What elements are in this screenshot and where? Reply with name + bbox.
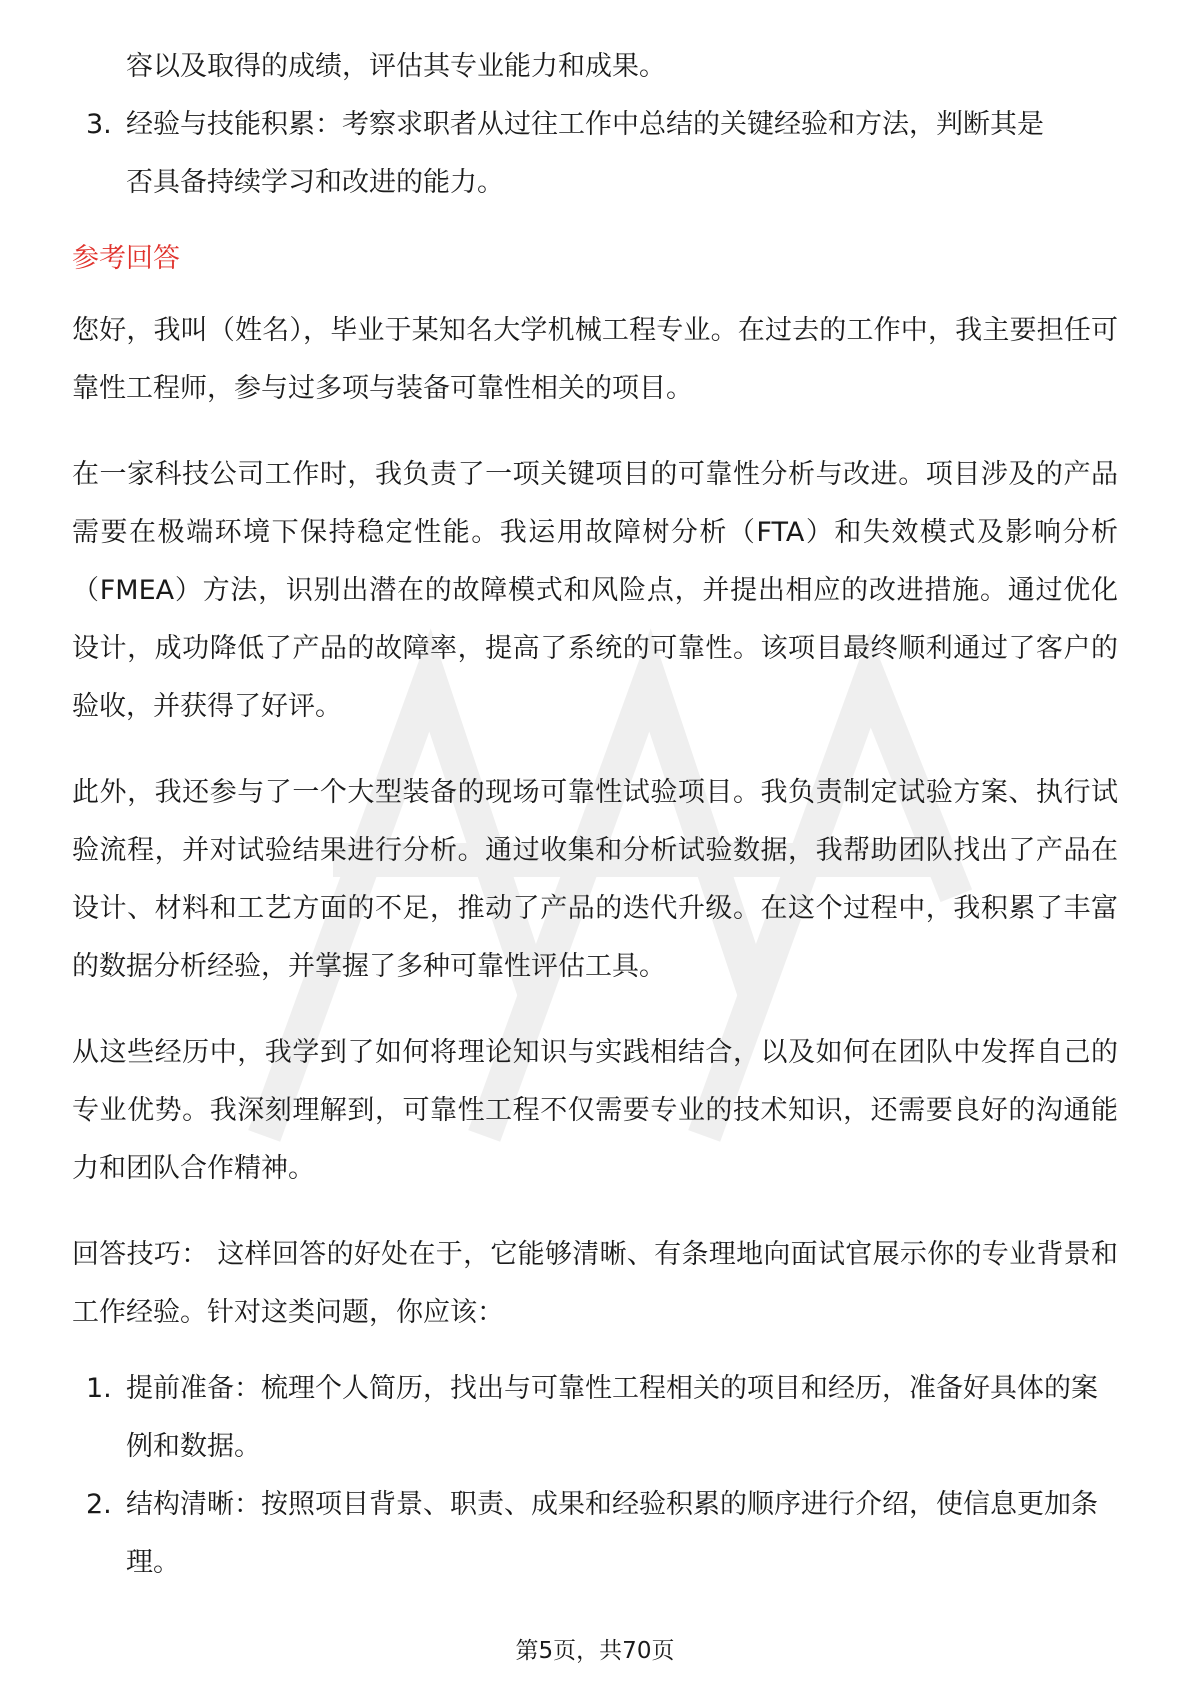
list-item [72,96,1118,212]
answer-paragraph-2: 在一家科技公司工作时，我负责了一项关键项目的可靠性分析与改进。项目涉及的产品需要在极端环境下保持稳定性能。我运用故障树分析（FTA）和失效模式及影响分析（FMEA）方法，识别出潜在的故障模式和风险点，并提出相应的改进措施。通过优化设计，成功降低了产品的故障率，提高了系统的可靠性。该项目最终顺利通过了客户的验收，并获得了好评。 [72,459,1118,722]
list-number: 2. [86,1489,112,1520]
list-number: 1. [86,1373,112,1404]
list-item-text: 结构清晰：按照项目背景、职责、成果和经验积累的顺序进行介绍，使信息更加条理。 [126,1489,1098,1578]
list-item-text: 经验与技能积累：考察求职者从过往工作中总结的关键经验和方法，判断其是 [126,109,1044,140]
list-item [72,1476,1118,1592]
list-item [72,1360,1118,1476]
list-number: 3. [86,109,112,140]
list-item-text-continued: 否具备持续学习和改进的能力。 [126,167,504,198]
list-item-continuation: 容以及取得的成绩，评估其专业能力和成果。 [126,51,666,82]
list-item-text: 提前准备：梳理个人简历，找出与可靠性工程相关的项目和经历，准备好具体的案例和数据。 [126,1373,1098,1462]
answer-paragraph-4: 从这些经历中，我学到了如何将理论知识与实践相结合，以及如何在团队中发挥自己的专业优势。我深刻理解到，可靠性工程不仅需要专业的技术知识，还需要良好的沟通能力和团队合作精神。 [72,1037,1118,1184]
section-heading: 参考回答 [72,243,180,274]
answer-paragraph-1: 您好，我叫（姓名），毕业于某知名大学机械工程专业。在过去的工作中，我主要担任可靠性工程师，参与过多项与装备可靠性相关的项目。 [72,315,1118,404]
document-content [72,38,1118,1592]
page-number-footer: 第5页，共70页 [515,1638,675,1664]
answer-tips-intro: 回答技巧： 这样回答的好处在于，它能够清晰、有条理地向面试官展示你的专业背景和工作经验。针对这类问题，你应该： [72,1239,1118,1328]
tips-list [72,1360,1118,1592]
answer-paragraph-3: 此外，我还参与了一个大型装备的现场可靠性试验项目。我负责制定试验方案、执行试验流程，并对试验结果进行分析。通过收集和分析试验数据，我帮助团队找出了产品在设计、材料和工艺方面的不足，推动了产品的迭代升级。在这个过程中，我积累了丰富的数据分析经验，并掌握了多种可靠性评估工具。 [72,777,1118,982]
criteria-list [72,96,1118,212]
